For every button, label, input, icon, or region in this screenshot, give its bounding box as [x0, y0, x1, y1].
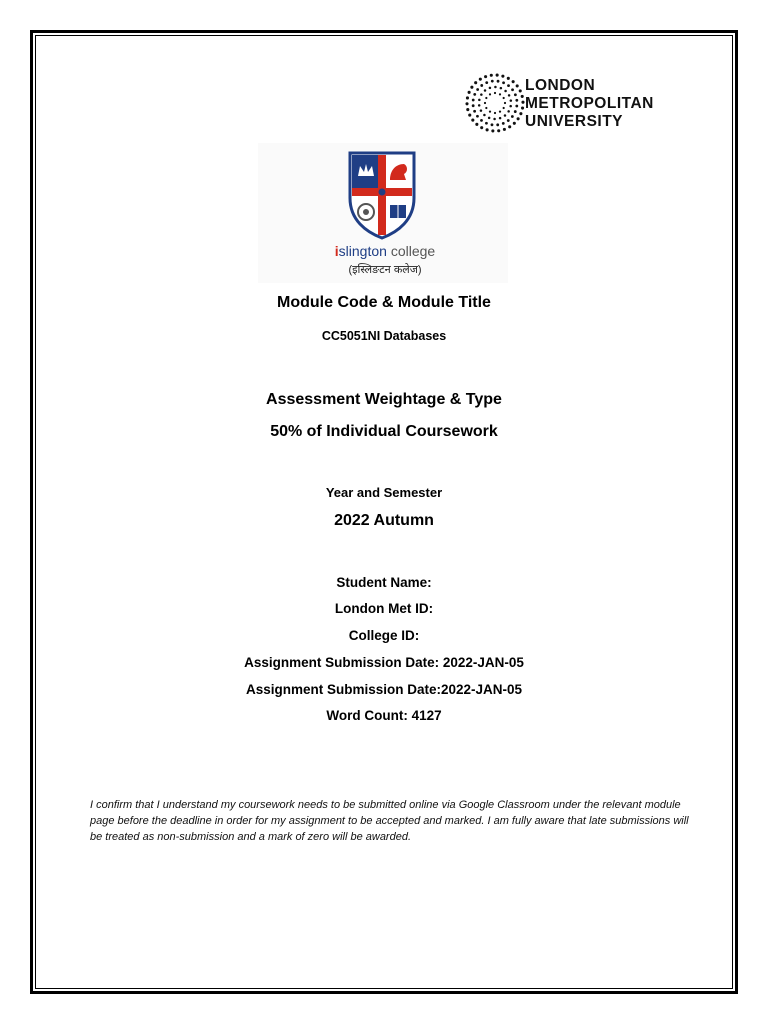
- college-name-devanagari: (इस्लिङटन कलेज): [348, 264, 422, 276]
- module-code-title: CC5051NI Databases: [321, 329, 447, 343]
- word-count: Word Count: 4127: [326, 708, 442, 723]
- lmu-wordmark: [525, 77, 654, 131]
- lmu-line-2: METROPOLITAN: [525, 95, 654, 112]
- submission-date-line: Assignment Submission Date: 2022-JAN-05: [244, 655, 524, 670]
- college-name-suffix: college: [386, 243, 436, 259]
- submission-date-line-2: Assignment Submission Date:2022-JAN-05: [245, 682, 523, 697]
- college-crest-logo: [346, 150, 418, 240]
- london-met-id-label: London Met ID:: [334, 601, 434, 616]
- college-name-initial: i: [334, 243, 339, 259]
- term-value: 2022 Autumn: [334, 512, 434, 529]
- module-heading: Module Code & Module Title: [277, 294, 491, 311]
- college-name: [310, 243, 460, 259]
- college-name-main: slington: [338, 243, 387, 259]
- assessment-heading: Assessment Weightage & Type: [266, 391, 502, 408]
- assessment-value: 50% of Individual Coursework: [270, 423, 498, 440]
- lmu-line-1: LONDON: [525, 77, 596, 94]
- term-heading: Year and Semester: [325, 485, 443, 500]
- lmu-line-3: UNIVERSITY: [525, 113, 624, 130]
- college-id-label: College ID:: [348, 628, 420, 643]
- confirmation-statement: I confirm that I understand my coursework needs to be submitted online via Google Classroom under the relevant module page before the deadline in order for my assignment to be accepted and marked. I am fully aware that late submissions will be treated as non-submission and a mark of zero will be awarded.: [90, 799, 689, 843]
- student-name-label: Student Name:: [336, 575, 432, 590]
